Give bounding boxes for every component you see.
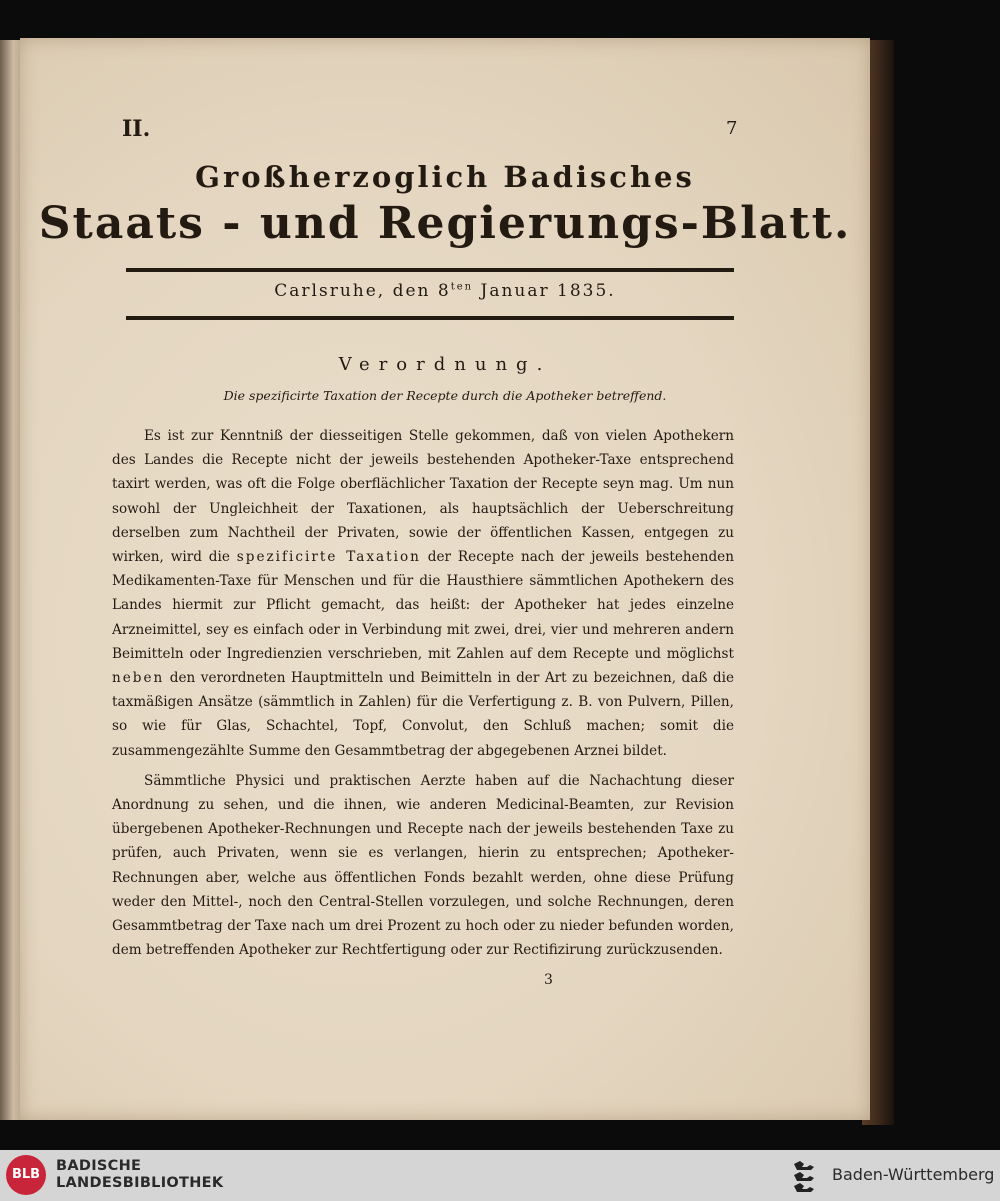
- p1-text-c: den verordneten Hauptmitteln und Beimitteln in der Art zu bezeichnen, daß die taxmäßigen Ansätze (sämmtlich in Zahlen) für die Verfertigung z. B. von Pulvern, Pillen, so wie für Glas, Schachtel, Topf, Convolut, den Schluß machen; somit die zusammengezählte Summe den Gesammtbetrag der abgegebenen Arznei bildet.: [112, 670, 734, 759]
- signature-mark: 3: [544, 972, 553, 988]
- viewer-footer: [0, 1150, 1000, 1201]
- p1-text-a: Es ist zur Kenntniß der diesseitigen Stelle gekommen, daß von vielen Apothekern des Landes die Recepte nicht der jeweils bestehenden Apotheker-Taxe entsprechend taxirt werden, was oft die Folge oberflächlicher Taxation der Recepte seyn mag. Um nun sowohl der Ungleichheit der Taxationen, als hauptsächlich der Ueberschreitung derselben zum Nachtheil der Privaten, sowie der öffentlichen Kassen, entgegen zu wirken, wird die: [112, 428, 734, 566]
- masthead-rule-bottom: [126, 316, 734, 320]
- library-name[interactable]: [56, 1158, 223, 1192]
- p1-emphasis-taxation: spezificirte Taxation: [236, 549, 421, 566]
- part-number: II.: [122, 116, 151, 142]
- library-name-line-2: LANDESBIBLIOTHEK: [56, 1175, 224, 1191]
- dateline-place-day: Carlsruhe, den 8: [274, 281, 451, 301]
- masthead-line-2: Staats - und Regierungs-Blatt.: [38, 198, 852, 249]
- p1-text-b: der Recepte nach der jeweils bestehenden Medikamenten-Taxe für Menschen und für die Hausthiere sämmtlichen Apothekern des Landes hiermit zur Pflicht gemacht, das heißt: der Apotheker hat jedes einzelne Arzneimittel, sey es einfach oder in Verbindung mit zwei, drei, vier und mehreren andern Beimitteln oder Ingredienzien verschrieben, mit Zahlen auf dem Recepte und möglichst: [112, 549, 734, 662]
- document-page: [20, 38, 870, 1120]
- baden-wuerttemberg-lions-icon: [790, 1158, 822, 1194]
- p1-emphasis-neben: neben: [112, 670, 165, 687]
- blb-logo-icon[interactable]: BLB: [6, 1155, 46, 1195]
- library-name-line-1: BADISCHE: [56, 1158, 142, 1174]
- page-number: 7: [726, 118, 738, 139]
- article-heading: Verordnung.: [338, 354, 552, 375]
- dateline-ordinal: ten: [450, 281, 474, 293]
- masthead-line-1: Großherzoglich Badisches: [195, 160, 695, 194]
- paragraph-1: [112, 424, 734, 763]
- state-name[interactable]: Baden-Württemberg: [832, 1165, 995, 1184]
- left-page-edge: [0, 40, 22, 1120]
- dateline-month-year: Januar 1835.: [473, 281, 616, 301]
- masthead-rule-top: [126, 268, 734, 272]
- paragraph-2: Sämmtliche Physici und praktischen Aerzte haben auf die Nachachtung dieser Anordnung zu sehen, und die ihnen, wie anderen Medicinal-Beamten, zur Revision übergebenen Apotheker-Rechnungen und Recepte nach der jeweils bestehenden Taxe zu prüfen, auch Privaten, wenn sie es verlangen, hierin zu entsprechen; Apotheker-Rechnungen aber, welche aus öffentlichen Fonds bezahlt werden, ohne diese Prüfung weder den Mittel-, noch den Central-Stellen vorzulegen, und solche Rechnungen, deren Gesammtbetrag der Taxe nach um drei Prozent zu hoch oder zu nieder befunden worden, dem betreffenden Apotheker zur Rechtfertigung oder zur Rectifizirung zurückzusenden.: [112, 772, 734, 959]
- article-body: [112, 424, 734, 962]
- dateline: [20, 281, 870, 301]
- article-subheading: Die spezificirte Taxation der Recepte durch die Apotheker betreffend.: [223, 388, 667, 403]
